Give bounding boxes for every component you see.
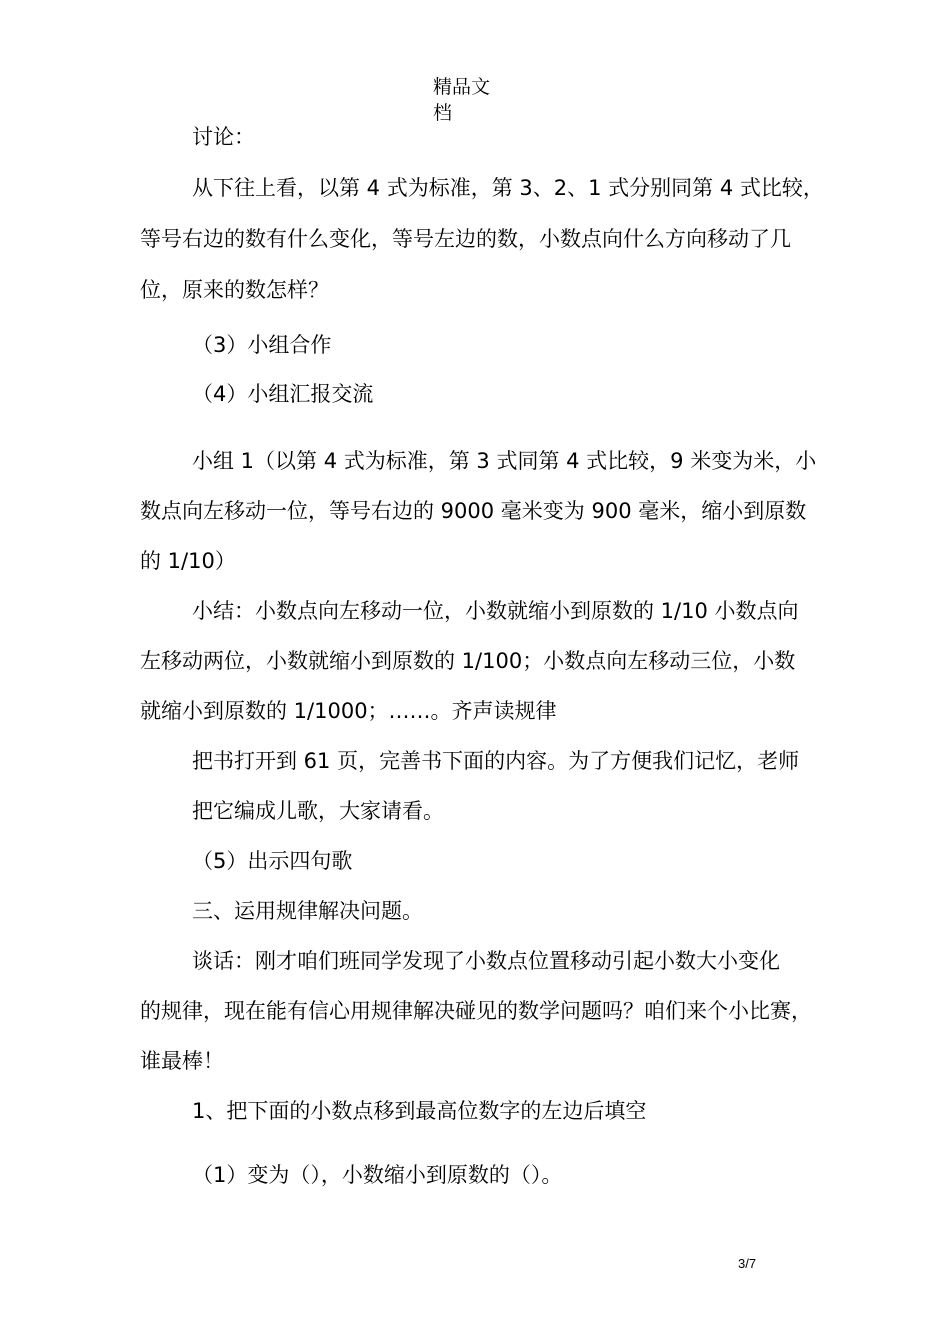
text-line: 谁最棒！ <box>140 1049 224 1073</box>
text-line: 的规律，现在能有信心用规律解决碰见的数学问题吗？咱们来个小比赛， <box>140 999 812 1023</box>
text-line: 就缩小到原数的 1/1000；……。齐声读规律 <box>140 699 557 723</box>
text-line: 小结：小数点向左移动一位，小数就缩小到原数的 1/10 小数点向 <box>192 599 799 623</box>
text-line: 的 1/10） <box>140 549 236 573</box>
text-line: 位，原来的数怎样？ <box>140 278 329 302</box>
text-line: 从下往上看，以第 4 式为标准，第 3、2、1 式分别同第 4 式比较， <box>192 176 824 200</box>
text-line: 谈话：刚才咱们班同学发现了小数点位置移动引起小数大小变化 <box>192 949 780 973</box>
text-line: （3）小组合作 <box>192 333 332 357</box>
text-line: 数点向左移动一位，等号右边的 9000 毫米变为 900 毫米，缩小到原数 <box>140 499 807 523</box>
text-line: 1、把下面的小数点移到最高位数字的左边后填空 <box>192 1099 647 1123</box>
text-line: （1）变为（），小数缩小到原数的（）。 <box>192 1163 563 1187</box>
text-line: 把书打开到 61 页，完善书下面的内容。为了方便我们记忆，老师 <box>192 749 800 773</box>
header-line-1: 精品文 <box>433 76 491 98</box>
text-line: 左移动两位，小数就缩小到原数的 1/100；小数点向左移动三位，小数 <box>140 649 796 673</box>
text-line: 三、运用规律解决问题。 <box>192 899 423 923</box>
text-line: 小组 1（以第 4 式为标准，第 3 式同第 4 式比较，9 米变为米，小 <box>192 449 817 473</box>
text-line: （5）出示四句歌 <box>192 849 353 873</box>
header-line-2: 档 <box>433 102 453 124</box>
text-line: 等号右边的数有什么变化，等号左边的数，小数点向什么方向移动了几 <box>140 227 791 251</box>
text-line: 把它编成儿歌，大家请看。 <box>192 799 444 823</box>
page-number: 3/7 <box>738 1256 757 1271</box>
page-header <box>433 74 513 126</box>
text-line: （4）小组汇报交流 <box>192 382 374 406</box>
text-line: 讨论： <box>192 125 255 149</box>
